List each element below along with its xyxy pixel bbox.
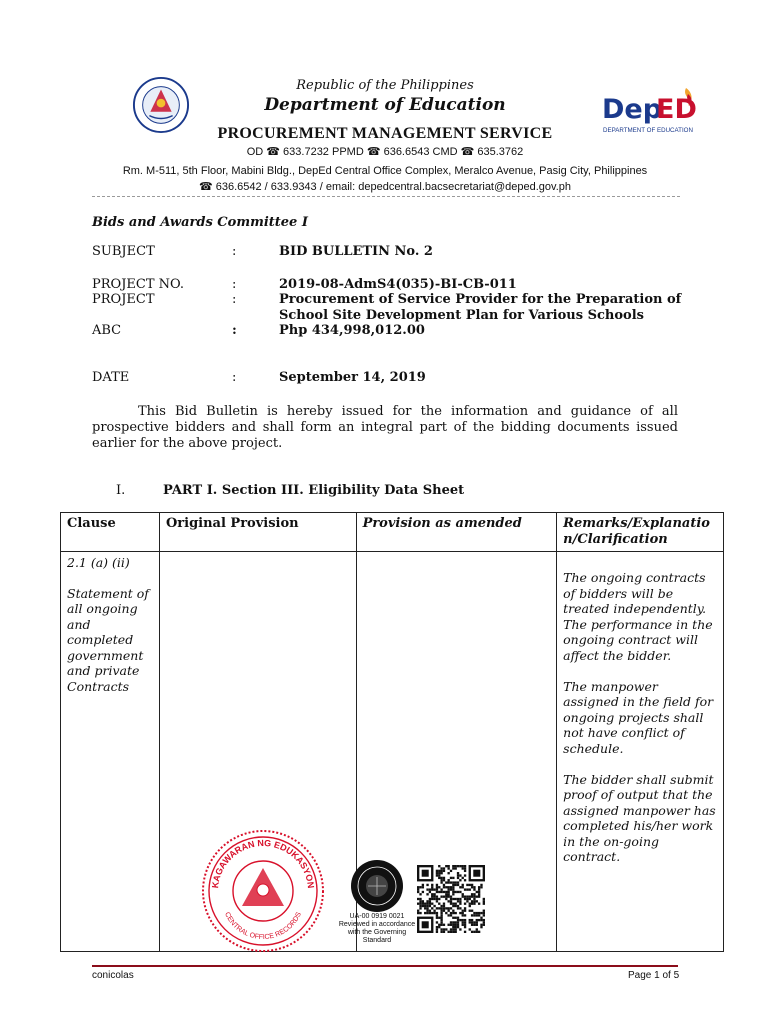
project-no-label: PROJECT NO. bbox=[92, 277, 185, 292]
colon: : bbox=[232, 370, 237, 385]
cert-id: UA-00 0919 0021 bbox=[349, 913, 405, 920]
section-number: I. bbox=[116, 483, 126, 498]
footer-author: conicolas bbox=[92, 970, 134, 981]
project-value: Procurement of Service Provider for the Preparation of School Site Development Plan for Various Schools bbox=[279, 292, 682, 323]
colon: : bbox=[232, 292, 237, 307]
official-stamp-icon bbox=[200, 828, 326, 954]
column-header-clause: Clause bbox=[61, 513, 160, 552]
deped-logo bbox=[602, 86, 702, 138]
intro-paragraph bbox=[92, 404, 678, 452]
phone-numbers: OD ☎ 633.7232 PPMD ☎ 636.6543 CMD ☎ 635.3762 bbox=[246, 146, 524, 158]
subject-label: SUBJECT bbox=[92, 244, 155, 259]
date-label: DATE bbox=[92, 370, 130, 385]
project-label: PROJECT bbox=[92, 292, 155, 307]
intro-text: This Bid Bulletin is hereby issued for the information and guidance of all prospective bidders and shall form an integral part of the bidding documents issued earlier for the above project. bbox=[92, 404, 678, 451]
date-value: September 14, 2019 bbox=[279, 370, 426, 385]
colon: : bbox=[232, 244, 237, 259]
remarks-header-text: Remarks/Explanation/Clarification bbox=[563, 516, 710, 547]
stamp-bottom-text: CENTRAL OFFICE RECORDS bbox=[223, 911, 303, 942]
clause-text: Statement of all ongoing and completed government and private Contracts bbox=[67, 585, 149, 694]
colon: : bbox=[232, 323, 237, 338]
contact-line: ☎ 636.6542 / 633.9343 / email: depedcentral.bacsecretariat@deped.gov.ph bbox=[198, 181, 572, 193]
remark-paragraph: The bidder shall submit proof of output that the assigned manpower has completed his/her work in the on-going contract. bbox=[563, 771, 716, 864]
colon: : bbox=[232, 277, 237, 292]
column-header-amended: Provision as amended bbox=[356, 513, 557, 552]
cert-caption: Reviewed in accordance with the Governing Standard bbox=[338, 921, 416, 944]
project-no-value: 2019-08-AdmS4(035)-BI-CB-011 bbox=[279, 277, 517, 292]
remark-paragraph: The ongoing contracts of bidders will be treated independently. The performance in the ongoing contract will affect the bidder. bbox=[563, 570, 713, 663]
committee-name: Bids and Awards Committee I bbox=[92, 215, 308, 230]
clause-ref: 2.1 (a) (ii) bbox=[67, 555, 130, 570]
table-header-row bbox=[61, 513, 724, 552]
certification-text bbox=[335, 913, 419, 945]
header-divider bbox=[92, 196, 680, 197]
office-heading: PROCUREMENT MANAGEMENT SERVICE bbox=[217, 125, 553, 142]
svg-text:Dep: Dep bbox=[602, 94, 663, 125]
footer-rule bbox=[92, 965, 678, 967]
page-number: Page 1 of 5 bbox=[628, 970, 680, 981]
stamp-top-text: KAGAWARAN NG EDUKASYON bbox=[210, 837, 316, 889]
abc-label: ABC bbox=[92, 323, 122, 338]
section-title: PART I. Section III. Eligibility Data Sheet bbox=[163, 483, 465, 498]
svg-text:DEPARTMENT OF EDUCATION: DEPARTMENT OF EDUCATION bbox=[603, 127, 693, 134]
remarks-cell bbox=[557, 552, 724, 952]
qr-code-icon bbox=[416, 865, 486, 933]
abc-value: Php 434,998,012.00 bbox=[279, 323, 425, 338]
office-address: Rm. M-511, 5th Floor, Mabini Bldg., DepEd Central Office Complex, Meralco Avenue, Pasig City, Philippines bbox=[122, 165, 648, 177]
column-header-original: Original Provision bbox=[159, 513, 356, 552]
svg-text:ED: ED bbox=[656, 94, 697, 125]
remark-paragraph: The manpower assigned in the field for ongoing projects shall not have conflict of schedule. bbox=[563, 678, 714, 756]
department-heading: Department of Education bbox=[264, 95, 506, 115]
clause-cell bbox=[61, 552, 160, 952]
republic-heading: Republic of the Philippines bbox=[296, 78, 474, 93]
column-header-remarks bbox=[557, 513, 724, 552]
subject-value: BID BULLETIN No. 2 bbox=[279, 244, 433, 259]
